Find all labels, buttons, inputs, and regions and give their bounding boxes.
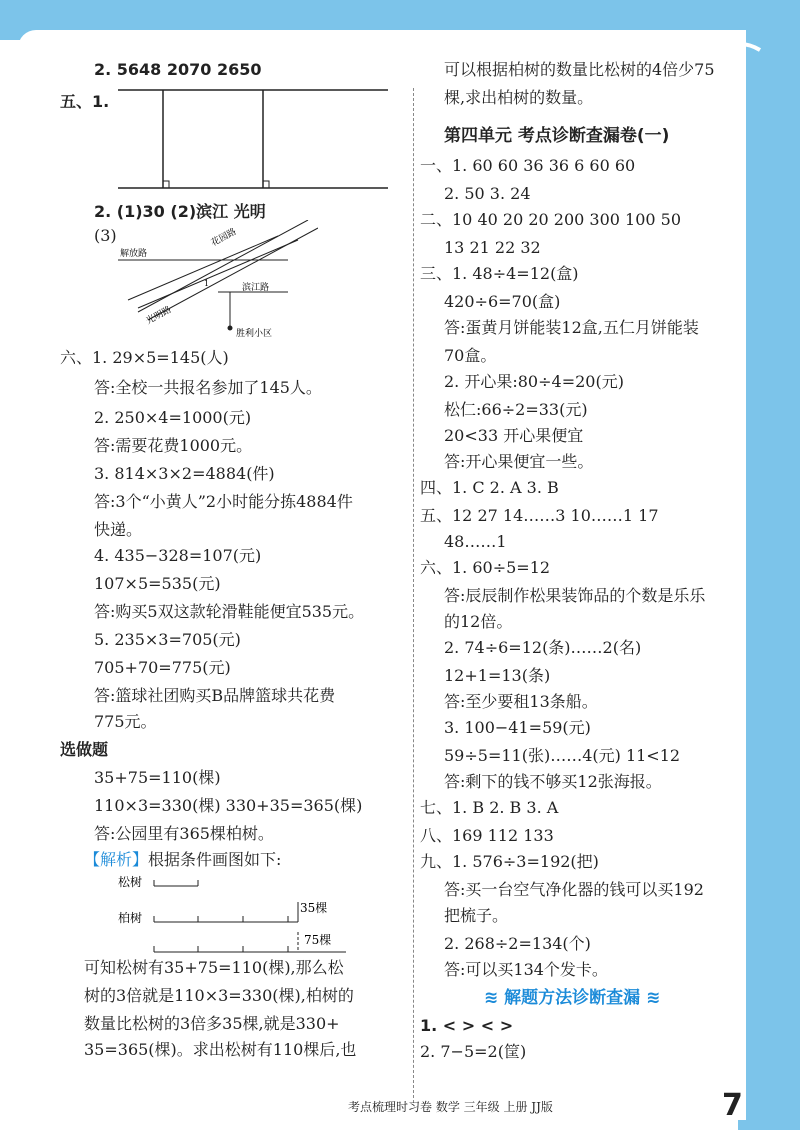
right-line: 三、1. 48÷4=12(盒) (420, 264, 579, 283)
right-line: 3. 100−41=59(元) (444, 718, 591, 737)
right-line: 棵,求出柏树的数量。 (444, 88, 594, 107)
right-line: 20<33 开心果便宜 (444, 426, 584, 445)
diagram-label: 松树 (118, 875, 143, 889)
left-line: 五、1. (60, 92, 110, 111)
left-line: 705+70=775(元) (94, 658, 231, 677)
map-label: 解放路 (120, 249, 148, 259)
page-number: 7 (722, 1088, 743, 1123)
column-divider (413, 88, 414, 1103)
map-label: 1 (204, 279, 210, 288)
map-label: 滨江路 (242, 283, 270, 293)
right-line: 一、1. 60 60 36 36 6 60 60 (420, 156, 636, 175)
right-line: 答:买一台空气净化器的钱可以买192 (444, 880, 704, 899)
left-line: 5. 235×3=705(元) (94, 630, 241, 649)
right-line: 48……1 (444, 532, 507, 551)
right-line: 13 21 22 32 (444, 238, 541, 257)
right-line: 1. < > < > (420, 1016, 514, 1035)
right-line: 答:至少要租13条船。 (444, 692, 598, 711)
right-line: 把梳子。 (444, 906, 509, 925)
right-line: 七、1. B 2. B 3. A (420, 798, 559, 817)
left-line: 答:公园里有365棵柏树。 (94, 824, 274, 843)
left-line: 35=365(棵)。求出松树有110棵后,也 (84, 1040, 357, 1059)
right-line: 九、1. 576÷3=192(把) (420, 852, 599, 871)
right-line: 四、1. C 2. A 3. B (420, 478, 559, 497)
right-border (738, 0, 800, 1130)
left-line: 35+75=110(棵) (94, 768, 221, 787)
perpendicular-figure (118, 80, 388, 190)
analysis-tag: 【解析】 (84, 850, 149, 869)
left-line: 775元。 (94, 712, 157, 731)
right-line: 二、10 40 20 20 200 300 100 50 (420, 210, 682, 229)
right-line: 2. 50 3. 24 (444, 184, 531, 203)
page-footer: 考点梳理时习卷 数学 三年级 上册 JJ版 (348, 1100, 553, 1114)
right-line: 答:开心果便宜一些。 (444, 452, 594, 471)
left-line: 2. (1)30 (2)滨江 光明 (94, 202, 266, 221)
method-title: ≋ 解题方法诊断查漏 ≋ (484, 988, 661, 1008)
left-line: 快递。 (94, 520, 143, 539)
right-line: 12+1=13(条) (444, 666, 551, 685)
left-line: 2. 250×4=1000(元) (94, 408, 252, 427)
left-line: 107×5=535(元) (94, 574, 221, 593)
left-line: 2. 5648 2070 2650 (94, 60, 262, 79)
map-label: 花园路 (209, 227, 239, 249)
unit-title: 第四单元 考点诊断查漏卷(一) (444, 126, 670, 146)
analysis-text: 根据条件画图如下: (148, 850, 282, 869)
right-line: 70盒。 (444, 346, 497, 365)
left-line (84, 850, 281, 870)
section-heading: 选做题 (60, 740, 109, 759)
right-line: 答:可以买134个发卡。 (444, 960, 608, 979)
bar-diagram (118, 872, 368, 962)
right-line: 59÷5=11(张)……4(元) 11<12 (444, 746, 681, 765)
right-line: 答:剩下的钱不够买12张海报。 (444, 772, 662, 791)
left-line: 可知松树有35+75=110(棵),那么松 (84, 958, 344, 977)
road-map (118, 220, 318, 340)
left-line: 答:3个“小黄人”2小时能分拣4884件 (94, 492, 353, 511)
left-line: 答:篮球社团购买B品牌篮球共花费 (94, 686, 336, 705)
map-label: 光明路 (144, 305, 174, 327)
right-line: 2. 74÷6=12(条)……2(名) (444, 638, 642, 657)
left-line: 六、1. 29×5=145(人) (60, 348, 229, 367)
left-line: 4. 435−328=107(元) (94, 546, 262, 565)
left-line: 3. 814×3×2=4884(件) (94, 464, 275, 483)
left-line: 数量比松树的3倍多35棵,就是330+ (84, 1014, 340, 1033)
right-line: 的12倍。 (444, 612, 513, 631)
diagram-label: 柏树 (118, 911, 143, 925)
left-line: 答:全校一共报名参加了145人。 (94, 378, 322, 397)
right-line: 松仁:66÷2=33(元) (444, 400, 588, 419)
left-line: 树的3倍就是110×3=330(棵),柏树的 (84, 986, 354, 1005)
page-body (18, 30, 746, 1123)
map-label: 胜利小区 (236, 329, 273, 339)
right-line: 2. 268÷2=134(个) (444, 934, 591, 953)
right-line: 420÷6=70(盒) (444, 292, 561, 311)
right-line: 2. 7−5=2(筐) (420, 1042, 527, 1061)
diagram-label: 75棵 (304, 933, 332, 947)
left-line: 110×3=330(棵) 330+35=365(棵) (94, 796, 363, 815)
left-line: (3) (94, 226, 117, 245)
right-line: 八、169 112 133 (420, 826, 554, 845)
right-line: 可以根据柏树的数量比松树的4倍少75 (444, 60, 715, 79)
right-line: 2. 开心果:80÷4=20(元) (444, 372, 624, 391)
right-line: 答:辰辰制作松果装饰品的个数是乐乐 (444, 586, 706, 605)
right-line: 五、12 27 14……3 10……1 17 (420, 506, 659, 525)
right-line: 六、1. 60÷5=12 (420, 558, 551, 577)
right-line: 答:蛋黄月饼能装12盒,五仁月饼能装 (444, 318, 699, 337)
diagram-label: 35棵 (300, 901, 328, 915)
left-line: 答:购买5双这款轮滑鞋能便宜535元。 (94, 602, 365, 621)
left-line: 答:需要花费1000元。 (94, 436, 253, 455)
